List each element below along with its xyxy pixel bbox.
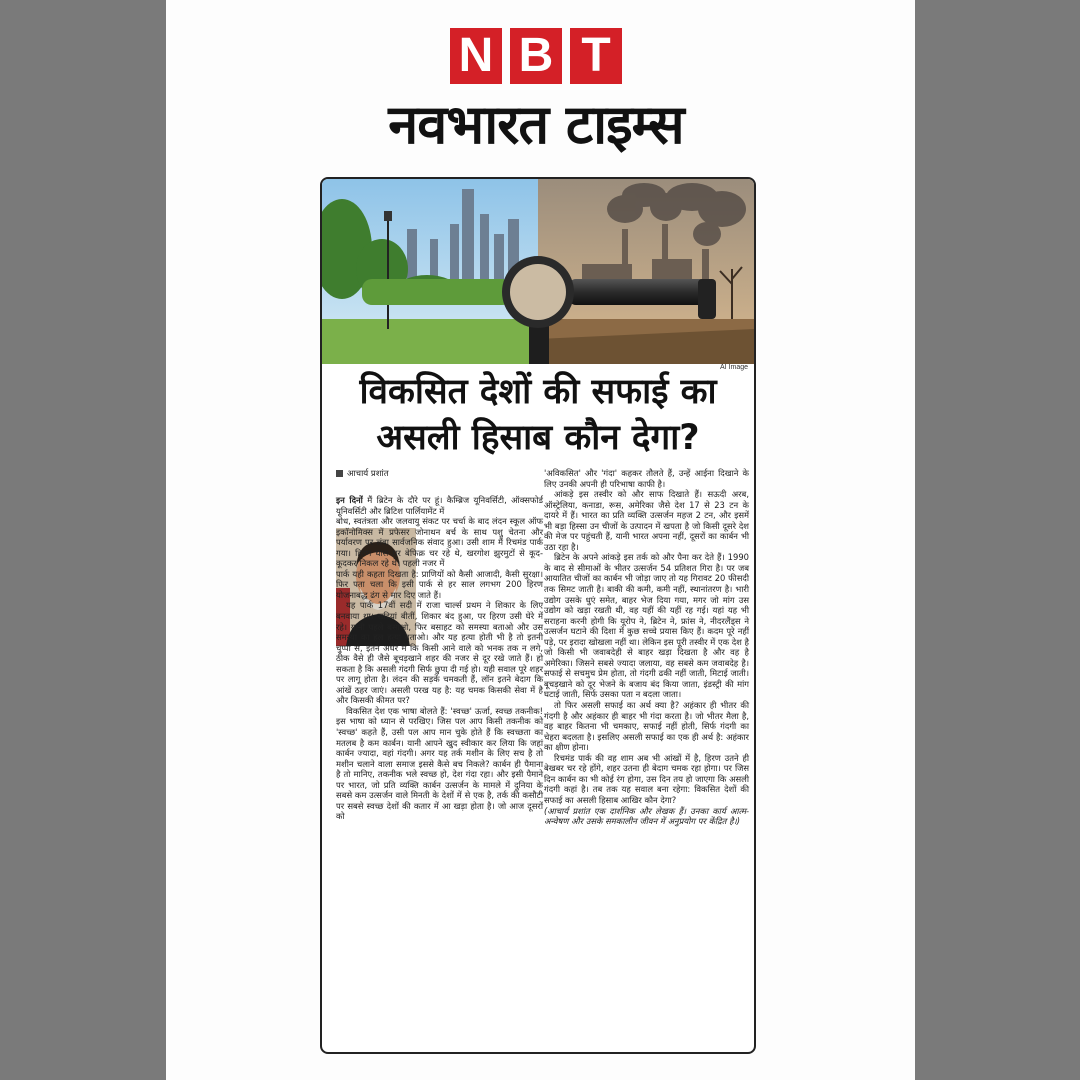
lead-words: इन दिनों bbox=[336, 495, 363, 505]
intro-top-text: मैं ब्रिटेन के दौरे पर हूं। कैम्ब्रिज यूनिवर्सिटी, ऑक्सफोर्ड यूनिवर्सिटी और ब्रिटिश पार्लियामेंट में bbox=[336, 495, 543, 516]
logo-letter-n: N bbox=[450, 28, 502, 84]
newspaper-page bbox=[166, 0, 915, 1080]
paragraph-6: तो फिर असली सफाई का अर्थ क्या है? अहंकार ही भीतर की गंदगी है और अहंकार ही बाहर भी गंदा करता है। जो भीतर मैला है, वह बाहर कितना भी चमकाए, सफाई नहीं होती, सिर्फ गंदगी का चेहरा बदलता है। इसलिए असली सफाई का एक ही अर्थ है: अहंकार का क्षीण होना। bbox=[544, 700, 749, 753]
headline-line-2: असली हिसाब कौन देगा? bbox=[376, 418, 700, 458]
intro-top bbox=[336, 495, 543, 516]
logo-letter-b: B bbox=[510, 28, 562, 84]
intro-wrap-text: बोध, स्वतंत्रता और जलवायु संकट पर चर्चा के बाद लंदन स्कूल ऑफ इकॉनोमिक्स में प्रफेसर जोनाथन बर्च के साथ पशु चेतना और पर्यावरण पर लंबा सार्वजनिक संवाद हुआ। उसी शाम मैं रिचमंड पार्क गया। हिरण घास पर बेफिक्र चर रहे थे, खरगोश झुरमुटों से कूद-कूदकर निकल रहे थे। पहली नजर में bbox=[336, 516, 543, 569]
article-hero-image bbox=[322, 179, 754, 364]
byline-square-icon bbox=[336, 470, 343, 477]
paragraph-1-end: पार्क यही कहता दिखता है: प्राणियों को कैसी आजादी, कैसी सुरक्षा। फिर पता चला कि इसी पार्क से हर साल लगभग 200 हिरण योजनाबद्ध ढंग से मार दिए जाते हैं। bbox=[336, 568, 543, 600]
headline-line-1: विकसित देशों की सफाई का bbox=[359, 372, 717, 412]
article-column-left bbox=[336, 495, 543, 822]
paragraph-2: यह पार्क 17वीं सदी में राजा चार्ल्स प्रथम ने शिकार के लिए बनवाया था। सदियां बीतीं, शिकार बंद हुआ, पर हिरण उसी घेरे में रहे। यानी पहले बसाओ, फिर बसाहट को समस्या बताओ और उस समस्या का हल हत्या बताओ। और यह हत्या होती भी है तो इतनी चुप्पी से, इतने अंधेरे में कि किसी आने वाले को भनक तक न लगे, ठीक वैसे ही जैसे बूचड़खाने शहर की नजर से दूर रखे जाते हैं। हो सकता है कि असली गंदगी सिर्फ छुपा दी गई हो। यही सवाल पूरे शहर पर लागू होता है। लंदन की सड़कें चमकती हैं, लॉन इतने बेदाग कि आंखें ठहर जाएं। असली परख यह है: यह चमक किसकी सेवा में है और किसकी कीमत पर? bbox=[336, 600, 543, 706]
paragraph-4: आंकड़े इस तस्वीर को और साफ दिखाते हैं। सऊदी अरब, ऑस्ट्रेलिया, कनाडा, रूस, अमेरिका जैसे देश 17 से 23 टन के दायरे में हैं। भारत का प्रति व्यक्ति उत्सर्जन महज 2 टन, और इसमें भी बड़ा हिस्सा उन चीजों के उत्पादन में खपता है जो किसी दूसरे देश की मेज पर पहुंचती हैं, यानी भारत अपना नहीं, दूसरों का कार्बन भी उठा रहा है। bbox=[544, 489, 749, 552]
author-name: आचार्य प्रशांत bbox=[347, 469, 389, 479]
paragraph-7: रिचमंड पार्क की वह शाम अब भी आंखों में है, हिरण उतने ही बेखबर चर रहे होंगे, शहर उतना ही बेदाग चमक रहा होगा। पर जिस दिन कार्बन का भी कोई रंग होगा, उस दिन तय हो जाएगा कि असली गंदगी कहां है। तब तक यह सवाल बना रहेगा: विकसित देशों की सफाई का असली हिसाब आखिर कौन देगा? bbox=[544, 752, 749, 805]
paragraph-3: विकसित देश एक भाषा बोलते हैं: 'स्वच्छ' ऊर्जा, स्वच्छ तकनीक! इस भाषा को ध्यान से परखिए। जिस पल आप किसी तकनीक को 'स्वच्छ' कहते हैं, उसी पल आप मान चुके होते हैं कि स्वच्छता का मतलब है कम कार्बन। यानी आपने खुद स्वीकार कर लिया कि जहां कार्बन ज्यादा, वहां गंदगी। अगर यह तर्क मशीन के लिए सच है तो मशीन चलाने वाला समाज इससे कैसे बच निकले? कार्बन ही पैमाना है तो मानिए, तकनीक भले स्वच्छ हो, देश गंदा रहा। और इसी पैमाने पर भारत, जो प्रति व्यक्ति कार्बन उत्सर्जन के मामले में दुनिया के सबसे कम उत्सर्जन वाले मिनती के देशों में से एक है, तर्क की कसौटी पर सबसे स्वच्छ देशों की कतार में आ खड़ा होता है। जो आज दूसरों को bbox=[336, 705, 543, 822]
article-headline bbox=[322, 369, 754, 461]
author-note: (आचार्य प्रशांत एक दार्शनिक और लेखक हैं। उनका कार्य आत्म-अन्वेषण और उसके समकालीन जीवन में अनुप्रयोग पर केंद्रित है।) bbox=[544, 805, 749, 827]
logo-letter-t: T bbox=[570, 28, 622, 84]
article-box bbox=[320, 177, 756, 1054]
nbt-logo bbox=[450, 28, 622, 84]
paragraph-3-cont: 'अविकसित' और 'गंदा' कहकर तौलते हैं, उन्हें आईना दिखाने के लिए उनकी अपनी ही परिभाषा काफी है। bbox=[544, 468, 749, 489]
image-credit: AI Image bbox=[719, 364, 748, 371]
newspaper-title: नवभारत टाइम्स bbox=[388, 93, 684, 156]
byline bbox=[336, 468, 389, 479]
article-column-right bbox=[544, 468, 749, 827]
paragraph-5: ब्रिटेन के अपने आंकड़े इस तर्क को और पैना कर देते हैं। 1990 के बाद से सीमाओं के भीतर उत्सर्जन 54 प्रतिशत गिरा है। पर जब आयातित चीजों का कार्बन भी जोड़ा जाए तो यह गिरावट 20 फीसदी तक सिमट जाती है। बाकी की कमी, कमी नहीं, स्थानांतरण है। भारी उद्योग उसके धुएं समेत, बाहर भेज दिया गया, मगर जो मांग उस उद्योग को खड़ा रखती थी, वह यहीं की यहीं रह गई। यहां यह भी सराहना करनी होगी कि यूरोप ने, ब्रिटेन ने, फ्रांस ने, नीदरलैंड्स ने उत्सर्जन घटाने की दिशा में कुछ सच्चे प्रयास किए हैं। कदम पूरे नहीं पड़े, पर इरादा खोखला नहीं था। लेकिन इस पूरी तस्वीर में एक देश है जो किसी भी जवाबदेही से बाहर खड़ा दिखता है और वह है अमेरिका। जिसने सबसे ज्यादा जलाया, वह सबसे कम जवाबदेह है। सफाई से सचमुच प्रेम होता, तो गंदगी ढकी नहीं जाती, मिटाई जाती। बूचड़खाने को दूर भेजने के बजाय बंद किया जाता, इंडस्ट्री की मांग घटाई जाती, सिर्फ उसका पता न बदला जाता। bbox=[544, 552, 749, 700]
